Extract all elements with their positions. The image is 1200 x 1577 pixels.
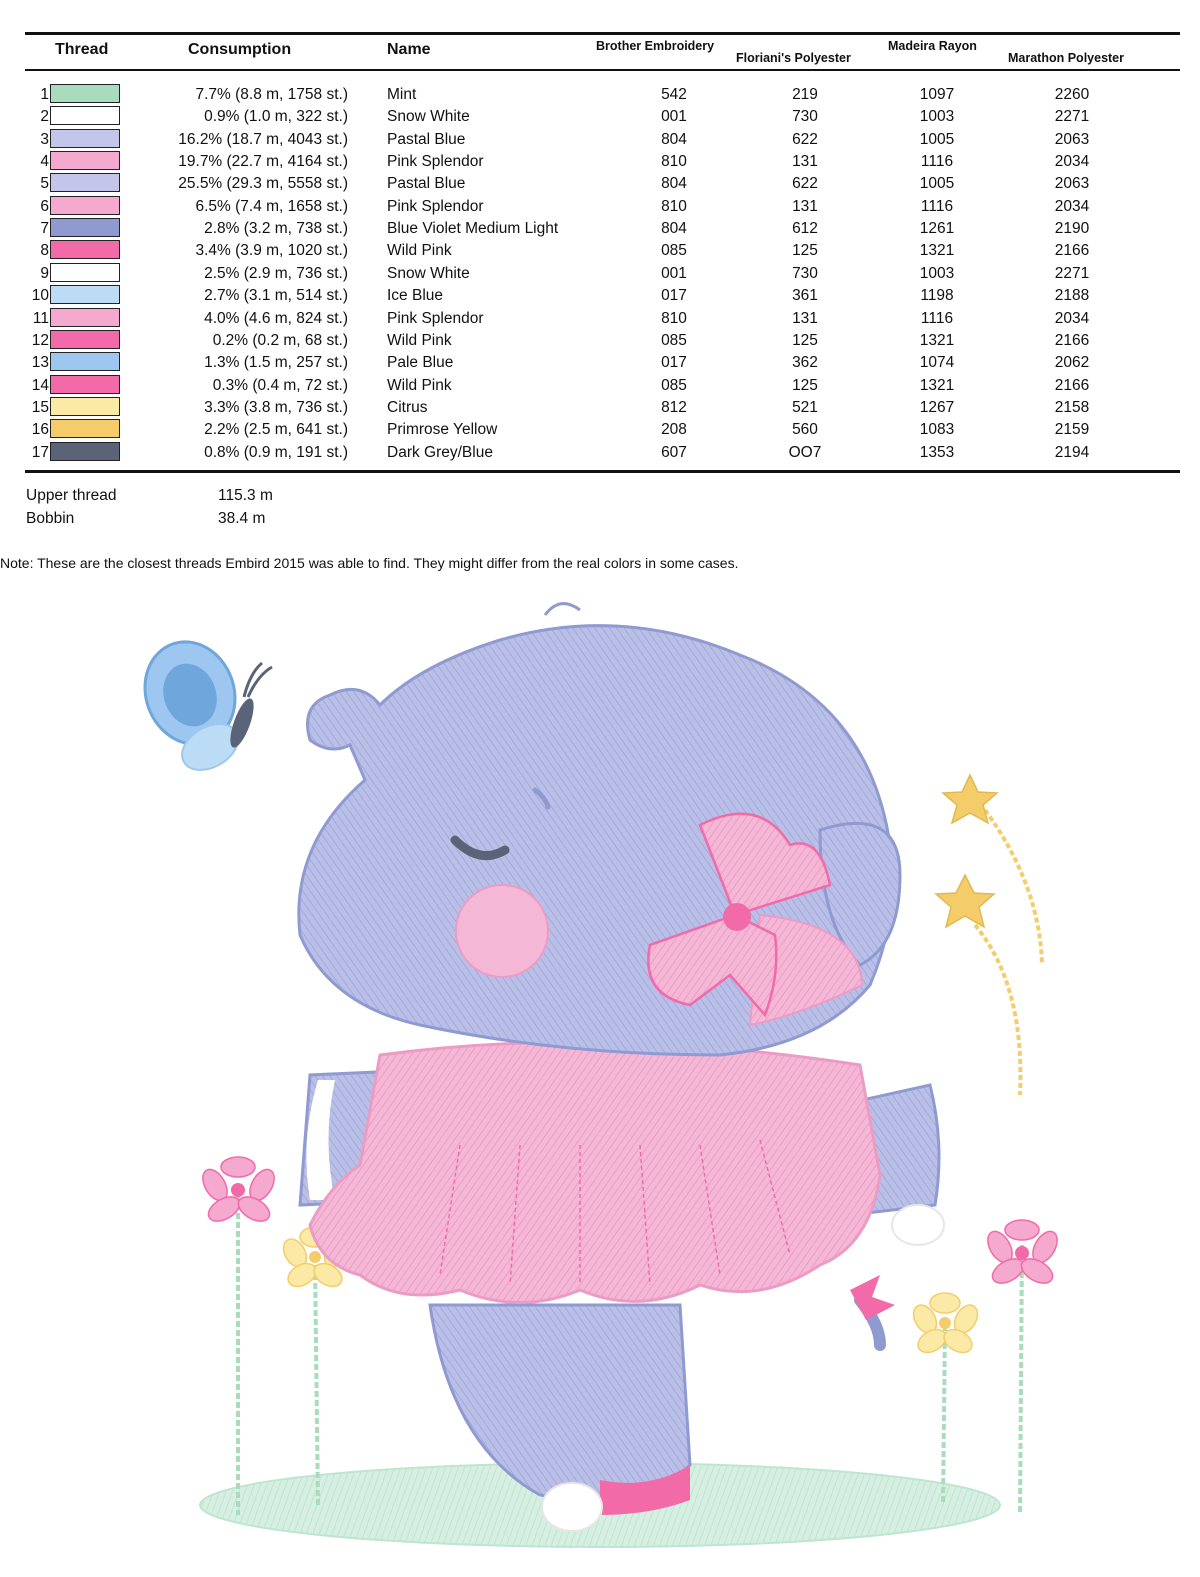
floriani-code-cell: 219: [792, 86, 818, 103]
marathon-code-cell: 2062: [1054, 354, 1090, 372]
elephant: [299, 604, 944, 1531]
brother-code-cell: 542: [661, 86, 687, 103]
butterfly: [131, 629, 272, 779]
consumption-cell: 0.9% (1.0 m, 322 st.): [204, 108, 348, 126]
table-row: [0, 397, 1200, 419]
consumption-cell: 2.5% (2.9 m, 736 st.): [204, 264, 348, 282]
madeira-code-cell: 1003: [919, 264, 955, 282]
table-bottom-rule: [25, 470, 1180, 473]
color-swatch: [50, 218, 120, 237]
thread-number: 1: [40, 86, 49, 103]
thread-name-cell: Citrus: [387, 398, 428, 416]
upper-thread-label: Upper thread: [26, 487, 117, 504]
consumption-cell: 0.3% (0.4 m, 72 st.): [212, 376, 348, 394]
thread-number: 12: [31, 331, 49, 349]
thread-number: 8: [40, 242, 49, 260]
madeira-code-cell: 1005: [919, 175, 955, 193]
madeira-code-cell: 1116: [920, 309, 954, 327]
floriani-code-cell: 125: [792, 331, 818, 349]
consumption-cell: 25.5% (29.3 m, 5558 st.): [178, 175, 348, 193]
thread-number: 13: [31, 354, 49, 372]
consumption-cell: 2.2% (2.5 m, 641 st.): [204, 421, 348, 439]
header-brother: Brother Embroidery: [596, 39, 715, 53]
thread-number: 14: [31, 376, 49, 394]
marathon-code-cell: 2271: [1054, 264, 1090, 282]
header-floriani: Floriani's Polyester: [736, 51, 851, 65]
thread-number: 5: [40, 175, 49, 193]
thread-name-cell: Snow White: [387, 264, 470, 282]
madeira-code-cell: 1083: [919, 421, 955, 439]
color-swatch: [50, 375, 120, 394]
floriani-code-cell: 622: [792, 175, 818, 193]
thread-name-cell: Dark Grey/Blue: [387, 443, 493, 461]
color-swatch: [50, 285, 120, 304]
marathon-code-cell: 2034: [1054, 309, 1090, 327]
table-row: [0, 330, 1200, 352]
thread-number: 3: [40, 130, 49, 148]
table-row: [0, 419, 1200, 441]
floriani-code-cell: 362: [792, 354, 818, 372]
floriani-code-cell: 521: [792, 398, 818, 416]
shooting-stars: [936, 775, 1042, 1095]
marathon-code-cell: 2260: [1054, 86, 1090, 103]
madeira-code-cell: 1198: [920, 287, 954, 305]
thread-name-cell: Mint: [387, 86, 417, 103]
table-row: [0, 129, 1200, 151]
consumption-cell: 0.2% (0.2 m, 68 st.): [212, 331, 348, 349]
table-row: [0, 285, 1200, 307]
madeira-code-cell: 1003: [919, 108, 955, 126]
brother-code-cell: 804: [661, 220, 687, 238]
bobbin-value: 38.4 m: [218, 510, 266, 527]
color-swatch: [50, 442, 120, 461]
marathon-code-cell: 2063: [1054, 130, 1090, 148]
brother-code-cell: 208: [661, 421, 687, 439]
madeira-code-cell: 1005: [919, 130, 955, 148]
thread-name-cell: Blue Violet Medium Light: [387, 220, 559, 238]
color-swatch: [50, 151, 120, 170]
header-name: Name: [387, 41, 431, 58]
floriani-code-cell: 361: [792, 287, 818, 305]
table-row: [0, 218, 1200, 240]
consumption-cell: 2.8% (3.2 m, 738 st.): [204, 220, 348, 238]
brother-code-cell: 810: [661, 197, 687, 215]
table-top-rule: [25, 32, 1180, 35]
consumption-cell: 6.5% (7.4 m, 1658 st.): [195, 197, 348, 215]
table-row: [0, 106, 1200, 128]
color-swatch: [50, 240, 120, 259]
marathon-code-cell: 2166: [1054, 376, 1090, 394]
brother-code-cell: 001: [661, 108, 687, 126]
thread-name-cell: Pink Splendor: [387, 197, 484, 215]
marathon-code-cell: 2166: [1054, 331, 1090, 349]
color-swatch: [50, 173, 120, 192]
thread-name-cell: Pastal Blue: [387, 175, 466, 193]
consumption-cell: 2.7% (3.1 m, 514 st.): [204, 287, 348, 305]
floriani-code-cell: 560: [792, 421, 818, 439]
thread-name-cell: Primrose Yellow: [387, 421, 498, 439]
color-swatch: [50, 129, 120, 148]
bobbin-label: Bobbin: [26, 510, 75, 527]
color-swatch: [50, 397, 120, 416]
table-row: [0, 375, 1200, 397]
color-swatch: [50, 106, 120, 125]
color-swatch: [50, 352, 120, 371]
elephant-tail: [850, 1275, 895, 1345]
header-consumption: Consumption: [188, 41, 292, 58]
madeira-code-cell: 1267: [919, 398, 955, 416]
thread-number: 16: [31, 421, 49, 439]
upper-thread-value: 115.3 m: [218, 487, 273, 504]
marathon-code-cell: 2190: [1054, 220, 1090, 238]
floriani-code-cell: 730: [792, 264, 818, 282]
madeira-code-cell: 1321: [919, 331, 955, 349]
color-swatch: [50, 263, 120, 282]
consumption-cell: 4.0% (4.6 m, 824 st.): [204, 309, 348, 327]
table-row: [0, 308, 1200, 330]
madeira-code-cell: 1097: [919, 86, 955, 103]
thread-number: 4: [40, 153, 49, 171]
thread-number: 6: [40, 197, 49, 215]
consumption-cell: 1.3% (1.5 m, 257 st.): [204, 354, 348, 372]
table-row: [0, 240, 1200, 262]
brother-code-cell: 812: [661, 398, 687, 416]
madeira-code-cell: 1321: [919, 376, 955, 394]
consumption-cell: 3.4% (3.9 m, 1020 st.): [195, 242, 348, 260]
marathon-code-cell: 2159: [1054, 421, 1090, 439]
madeira-code-cell: 1261: [919, 220, 955, 238]
table-row: [0, 84, 1200, 106]
thread-name-cell: Wild Pink: [387, 242, 452, 260]
consumption-cell: 0.8% (0.9 m, 191 st.): [204, 443, 348, 461]
brother-code-cell: 017: [661, 287, 687, 305]
marathon-code-cell: 2063: [1054, 175, 1090, 193]
floriani-code-cell: 125: [792, 376, 818, 394]
header-thread: Thread: [55, 41, 109, 58]
table-row: [0, 196, 1200, 218]
header-marathon: Marathon Polyester: [1008, 51, 1125, 65]
brother-code-cell: 810: [661, 153, 687, 171]
color-swatch: [50, 308, 120, 327]
header-rule: [25, 69, 1180, 71]
floriani-code-cell: 125: [792, 242, 818, 260]
color-swatch: [50, 330, 120, 349]
brother-code-cell: 804: [661, 130, 687, 148]
brother-code-cell: 017: [661, 354, 687, 372]
marathon-code-cell: 2194: [1054, 443, 1090, 461]
brother-code-cell: 810: [661, 309, 687, 327]
marathon-code-cell: 2034: [1054, 197, 1090, 215]
madeira-code-cell: 1116: [920, 153, 954, 171]
thread-name-cell: Pink Splendor: [387, 309, 484, 327]
floriani-code-cell: 131: [792, 197, 818, 215]
floriani-code-cell: 612: [792, 220, 818, 238]
right-flowers: [909, 1220, 1062, 1515]
floriani-code-cell: OO7: [788, 443, 822, 461]
table-row: [0, 442, 1200, 464]
madeira-code-cell: 1116: [920, 197, 954, 215]
consumption-cell: 19.7% (22.7 m, 4164 st.): [178, 153, 348, 171]
color-note: Note: These are the closest threads Embird 2015 was able to find. They might differ from the real colors in some cases.: [0, 555, 739, 571]
thread-number: 7: [40, 220, 49, 238]
brother-code-cell: 001: [661, 264, 687, 282]
table-row: [0, 173, 1200, 195]
marathon-code-cell: 2271: [1054, 108, 1090, 126]
thread-number: 9: [40, 264, 49, 282]
consumption-cell: 3.3% (3.8 m, 736 st.): [204, 398, 348, 416]
marathon-code-cell: 2166: [1054, 242, 1090, 260]
thread-number: 17: [31, 443, 49, 461]
table-row: [0, 263, 1200, 285]
marathon-code-cell: 2158: [1054, 398, 1090, 416]
color-swatch: [50, 196, 120, 215]
floriani-code-cell: 622: [792, 130, 818, 148]
marathon-code-cell: 2034: [1054, 153, 1090, 171]
thread-name-cell: Snow White: [387, 108, 470, 126]
thread-number: 2: [40, 108, 49, 126]
thread-name-cell: Pink Splendor: [387, 153, 484, 171]
madeira-code-cell: 1074: [919, 354, 955, 372]
thread-number: 10: [31, 287, 49, 305]
brother-code-cell: 607: [661, 443, 687, 461]
thread-number: 11: [32, 309, 49, 327]
brother-code-cell: 085: [661, 376, 687, 394]
thread-name-cell: Wild Pink: [387, 376, 452, 394]
embroidery-preview: [0, 585, 1200, 1577]
floriani-code-cell: 131: [792, 153, 818, 171]
color-swatch: [50, 419, 120, 438]
thread-number: 15: [31, 398, 49, 416]
thread-name-cell: Ice Blue: [387, 287, 444, 305]
consumption-cell: 7.7% (8.8 m, 1758 st.): [195, 86, 348, 103]
marathon-code-cell: 2188: [1054, 287, 1090, 305]
brother-code-cell: 085: [661, 242, 687, 260]
table-row: [0, 151, 1200, 173]
madeira-code-cell: 1321: [919, 242, 955, 260]
floriani-code-cell: 131: [792, 309, 818, 327]
brother-code-cell: 085: [661, 331, 687, 349]
thread-name-cell: Pastal Blue: [387, 130, 466, 148]
brother-code-cell: 804: [661, 175, 687, 193]
floriani-code-cell: 730: [792, 108, 818, 126]
header-madeira: Madeira Rayon: [888, 39, 977, 53]
thread-name-cell: Pale Blue: [387, 354, 454, 372]
consumption-cell: 16.2% (18.7 m, 4043 st.): [178, 130, 348, 148]
table-row: [0, 352, 1200, 374]
madeira-code-cell: 1353: [919, 443, 955, 461]
thread-name-cell: Wild Pink: [387, 331, 452, 349]
color-swatch: [50, 84, 120, 103]
